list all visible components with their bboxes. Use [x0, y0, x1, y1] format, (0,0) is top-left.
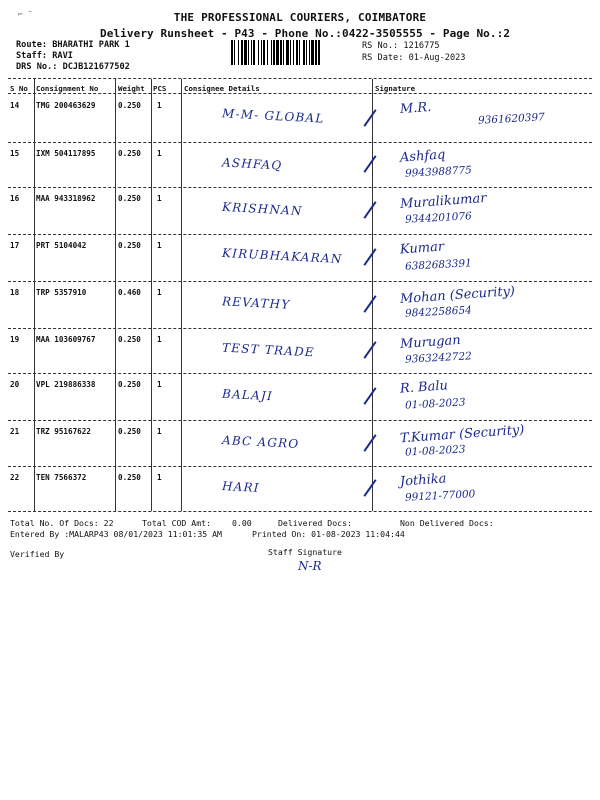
recipient-phone: 6382683391: [404, 257, 473, 273]
cell-weight: 0.250: [118, 335, 141, 344]
row-separator: [8, 187, 592, 188]
cell-pcs: 1: [157, 380, 162, 389]
consignee-name: TEST TRADE: [221, 340, 316, 360]
cell-pcs: 1: [157, 194, 162, 203]
non-delivered-docs: Non Delivered Docs:: [400, 518, 494, 528]
cell-pcs: 1: [157, 288, 162, 297]
cell-weight: 0.250: [118, 473, 141, 482]
cell-pcs: 1: [157, 149, 162, 158]
recipient-phone: 9842258654: [404, 304, 473, 320]
row-separator: [8, 234, 592, 235]
staff-label: Staff: RAVI: [16, 51, 73, 61]
barcode: [231, 40, 359, 65]
col-divider: [115, 79, 116, 511]
cell-consignment: IXM 504117895: [36, 149, 96, 158]
row-separator: [8, 328, 592, 329]
rs-number: RS No.: 1216775: [362, 41, 440, 51]
consignee-name: KRISHNAN: [221, 199, 304, 219]
table-bottom-rule: [8, 511, 592, 512]
col-consignee-header: Consignee Details: [184, 84, 260, 93]
cell-weight: 0.250: [118, 241, 141, 250]
col-divider: [181, 79, 182, 511]
runsheet-title: Delivery Runsheet - P43 - Phone No.:0422-3505555 - Page No.:2: [100, 27, 511, 40]
cell-weight: 0.250: [118, 101, 141, 110]
consignee-name: ABC AGRO: [221, 432, 300, 452]
check-mark-icon: [363, 248, 376, 266]
cell-weight: 0.250: [118, 194, 141, 203]
recipient-phone: 9344201076: [404, 210, 473, 226]
col-sno-header: S No: [10, 84, 28, 93]
recipient-signature: Ashfaq: [399, 147, 446, 166]
rs-date: RS Date: 01-Aug-2023: [362, 53, 466, 63]
cell-sno: 18: [10, 288, 20, 297]
row-separator: [8, 466, 592, 467]
cell-sno: 16: [10, 194, 20, 203]
col-pcs-header: PCS: [153, 84, 167, 93]
check-mark-icon: [363, 434, 376, 452]
recipient-phone: 9943988775: [404, 164, 473, 180]
cell-sno: 14: [10, 101, 20, 110]
cell-sno: 17: [10, 241, 20, 250]
cell-sno: 21: [10, 427, 20, 436]
cell-consignment: TRP 5357910: [36, 288, 87, 297]
cell-consignment: MAA 103609767: [36, 335, 96, 344]
cell-sno: 19: [10, 335, 20, 344]
cell-weight: 0.250: [118, 427, 141, 436]
recipient-phone: 01-08-2023: [404, 443, 466, 459]
check-mark-icon: [363, 341, 376, 359]
cell-pcs: 1: [157, 101, 162, 110]
cell-pcs: 1: [157, 427, 162, 436]
row-separator: [8, 420, 592, 421]
company-title: THE PROFESSIONAL COURIERS, COIMBATORE: [173, 11, 427, 24]
col-weight-header: Weight: [118, 84, 145, 93]
cell-consignment: PRT 5104042: [36, 241, 87, 250]
check-mark-icon: [363, 479, 376, 497]
printed-on: Printed On: 01-08-2023 11:04:44: [252, 529, 405, 539]
total-cod-label: Total COD Amt:: [142, 518, 212, 528]
row-separator: [8, 281, 592, 282]
recipient-phone: 9361620397: [477, 111, 546, 127]
recipient-phone: 01-08-2023: [404, 396, 466, 412]
recipient-signature: M.R.: [399, 99, 432, 118]
row-separator: [8, 142, 592, 143]
verified-by: Verified By: [10, 549, 65, 559]
consignee-name: REVATHY: [221, 294, 291, 312]
cell-weight: 0.250: [118, 149, 141, 158]
recipient-signature: T.Kumar (Security): [399, 422, 525, 447]
col-divider: [151, 79, 152, 511]
delivered-docs: Delivered Docs:: [278, 518, 352, 528]
recipient-signature: Kumar: [399, 239, 445, 258]
cell-consignment: MAA 943318962: [36, 194, 96, 203]
cell-consignment: VPL 219886338: [36, 380, 96, 389]
col-consignment-header: Consignment No: [36, 84, 99, 93]
recipient-signature: Jothika: [399, 471, 447, 490]
cell-weight: 0.250: [118, 380, 141, 389]
cell-sno: 22: [10, 473, 20, 482]
consignee-name: BALAJI: [221, 386, 274, 404]
entered-by: Entered By :MALARP43 08/01/2023 11:01:35 AM: [10, 529, 222, 539]
staff-signature: N-R: [298, 559, 322, 573]
row-separator: [8, 373, 592, 374]
cell-consignment: TEN 7566372: [36, 473, 87, 482]
col-divider: [34, 79, 35, 511]
total-docs: Total No. Of Docs: 22: [10, 518, 114, 528]
col-signature-header: Signature: [375, 84, 416, 93]
recipient-phone: 9363242722: [404, 350, 473, 366]
consignee-name: KIRUBHAKARAN: [221, 245, 343, 267]
recipient-signature: Murugan: [399, 332, 462, 353]
check-mark-icon: [363, 387, 376, 405]
cell-pcs: 1: [157, 241, 162, 250]
table-top-rule: [8, 78, 592, 79]
consignee-name: ASHFAQ: [221, 155, 283, 173]
route-label: Route: BHARATHI PARK 1: [16, 40, 130, 50]
cell-consignment: TMG 200463629: [36, 101, 96, 110]
check-mark-icon: [363, 201, 376, 219]
recipient-signature: Mohan (Security): [399, 284, 516, 307]
drs-number: DRS No.: DCJB121677502: [16, 62, 130, 72]
check-mark-icon: [363, 295, 376, 313]
recipient-signature: R. Balu: [399, 378, 449, 397]
cell-sno: 20: [10, 380, 20, 389]
consignee-name: M-M- GLOBAL: [221, 106, 325, 126]
scan-mark: ⌐ ˉ: [18, 10, 33, 19]
staff-signature-label: Staff Signature: [268, 547, 342, 557]
cell-pcs: 1: [157, 473, 162, 482]
check-mark-icon: [363, 109, 376, 127]
check-mark-icon: [363, 155, 376, 173]
consignee-name: HARI: [221, 479, 261, 495]
cell-weight: 0.460: [118, 288, 141, 297]
cell-consignment: TRZ 95167622: [36, 427, 91, 436]
cell-sno: 15: [10, 149, 20, 158]
header-rule: [8, 93, 592, 94]
total-cod-value: 0.00: [232, 518, 252, 528]
recipient-signature: Muralikumar: [399, 191, 487, 212]
cell-pcs: 1: [157, 335, 162, 344]
recipient-phone: 99121-77000: [404, 488, 476, 504]
col-divider: [372, 79, 373, 511]
